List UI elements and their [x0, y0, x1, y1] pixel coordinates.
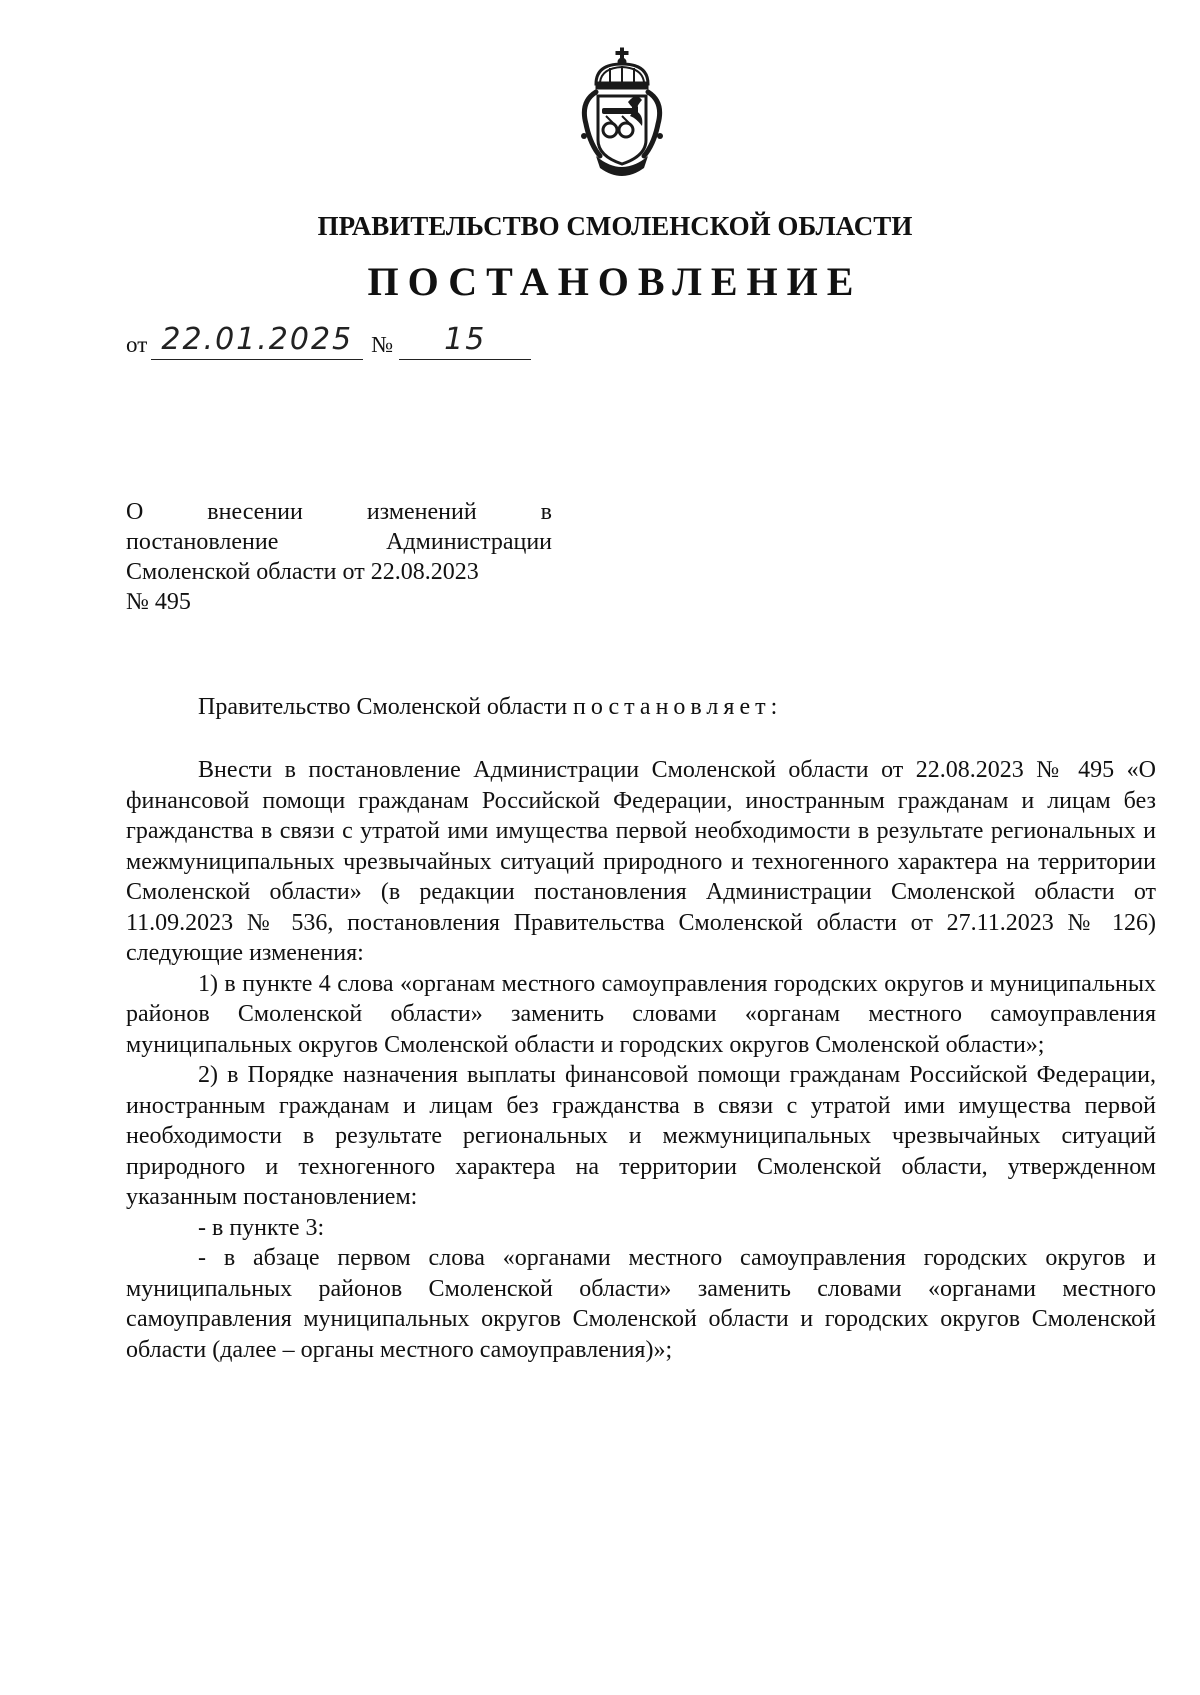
body-paragraph: - в пункте 3:: [198, 1214, 325, 1241]
resolution-verb: постановляет:: [573, 694, 783, 720]
date-field: 22.01.2025: [151, 323, 363, 360]
org-title: ПРАВИТЕЛЬСТВО СМОЛЕНСКОЙ ОБЛАСТИ: [317, 211, 913, 241]
body-paragraph: 2) в Порядке назначения выплаты финансовой помощи гражданам Российской Федерации, иностранным гражданам и лицам без гражданства в связи с утратой ими имущества первой необходимости в результате региональных и межмуниципальных чрезвычайных ситуаций природного и техногенного характера на территории Смоленской области, утвержденном указанным постановлением:: [126, 1062, 1156, 1210]
subject-line: № 495: [126, 589, 191, 615]
coat-of-arms-icon: [566, 44, 678, 184]
number-label: №: [371, 332, 394, 357]
date-from-label: от: [126, 332, 148, 357]
document-type-title: ПОСТАНОВЛЕНИЕ: [367, 259, 863, 304]
body-paragraph: 1) в пункте 4 слова «органам местного самоуправления городских округов и муниципальных районов Смоленской области» заменить словами «органам местного самоуправления муниципальных округов Смоленской области и городских округов Смоленской области»;: [126, 970, 1156, 1058]
subject-line: О внесении изменений в: [126, 499, 552, 525]
body-paragraph: - в абзаце первом слова «органами местного самоуправления городских округов и муниципальных районов Смоленской области» заменить словами «органами местного самоуправления муниципальных округов Смоленской области и городских округов Смоленской области (далее – органы местного самоуправления)»;: [126, 1245, 1156, 1363]
document-body: [126, 755, 1156, 1365]
subject-line: постановление Администрации: [126, 529, 552, 555]
resolution-phrase: [198, 692, 782, 722]
date-number-line: [126, 322, 531, 360]
subject-line: Смоленской области от 22.08.2023: [126, 559, 479, 585]
document-subject: [126, 497, 552, 617]
resolution-prefix: Правительство Смоленской области: [198, 694, 568, 720]
number-field: 15: [399, 323, 531, 360]
body-paragraph: Внести в постановление Администрации Смоленской области от 22.08.2023 № 495 «О финансовой помощи гражданам Российской Федерации, иностранным гражданам и лицам без гражданства в связи с утратой ими имущества первой необходимости в результате региональных и межмуниципальных чрезвычайных ситуаций природного и техногенного характера на территории Смоленской области» (в редакции постановления Администрации Смоленской области от 11.09.2023 № 536, постановления Правительства Смоленской области от 27.11.2023 № 126) следующие изменения:: [126, 757, 1156, 966]
